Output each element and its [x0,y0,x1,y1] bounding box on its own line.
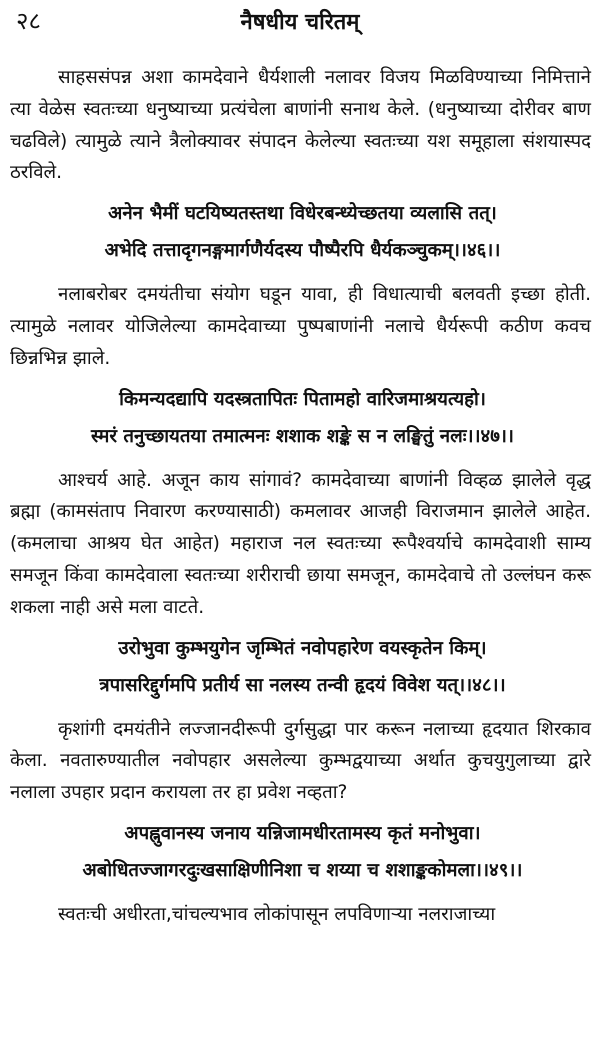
page-number: २८ [16,7,41,35]
verse-line: त्रपासरिद्दुर्गमपि प्रतीर्य सा नलस्य तन्वी हृदयं विवेश यत्।।४८।। [99,674,506,696]
verse-line: अनेन भैमीं घटयिष्यतस्तथा विधेरबन्ध्येच्छतया व्यलासि तत्। [108,203,497,225]
verse-47 [10,381,595,455]
verse-48 [10,630,595,704]
prose-paragraph-3: आश्चर्य आहे. अजून काय सांगावं? कामदेवाच्या बाणांनी विव्हळ झालेले वृद्ध ब्रह्मा (कामसंताप निवारण करण्यासाठी) कमलावर आजही विराजमान झालेले आहेत. (कमलाचा आश्रय घेत आहेत) महाराज नल स्वतःच्या रूपैश्वर्याचे कामदेवाशी साम्य समजून किंवा कामदेवाला स्वतःच्या शरीराची छाया समजून, कामदेवाचे तो उल्लंघन करू शकला नाही असे मला वाटते. [10,469,591,618]
prose-paragraph-1: साहससंपन्न अशा कामदेवाने धैर्यशाली नलावर विजय मिळविण्याच्या निमित्ताने त्या वेळेस स्वतःच्या धनुष्याच्या प्रत्यंचेला बाणांनी सनाथ केले. (धनुष्याच्या दोरीवर बाण चढविले) त्यामुळे त्याने त्रैलोक्यावर संपादन केलेल्या स्वतःच्या यश समूहाला संशयास्पद ठरविले. [10,67,591,184]
prose-paragraph-2: नलाबरोबर दमयंतीचा संयोग घडून यावा, ही विधात्याची बलवती इच्छा होती. त्यामुळे नलावर योजिलेल्या कामदेवाच्या पुष्पबाणांनी नलाचे धैर्यरूपी कठीण कवच छिन्नभिन्न झाले. [10,284,591,369]
verse-49 [10,815,595,889]
verse-line: किमन्यदद्यापि यदस्त्रतापितः पितामहो वारिजमाश्रयत्यहो। [119,388,486,410]
verse-46 [10,195,595,269]
verse-line: अभेदि तत्तादृगनङ्गमार्गणैर्यदस्य पौष्पैरपि धैर्यकञ्चुकम्।।४६।। [104,240,501,262]
prose-paragraph-5: स्वतःची अधीरता,चांचल्यभाव लोकांपासून लपविणाऱ्या नलराजाच्या [58,903,496,925]
verse-line: उरोभुवा कुम्भयुगेन जृम्भितं नवोपहारेण वयस्कृतेन किम्। [118,637,487,659]
verse-line: अबोधितज्जागरदुःखसाक्षिणीनिशा च शय्या च शशाङ्ककोमला।।४९।। [82,859,523,881]
verse-line: स्मरं तनुच्छायतया तमात्मनः शशाक शङ्के स न लङ्घितुं नलः।।४७।। [91,425,514,447]
verse-line: अपह्नुवानस्य जनाय यन्निजामधीरतामस्य कृतं मनोभुवा। [124,822,481,844]
page-content [10,62,595,931]
page-header [0,4,600,44]
running-title: नैषधीय चरितम् [240,10,360,35]
prose-paragraph-4: कृशांगी दमयंतीने लज्जानदीरूपी दुर्गसुद्धा पार करून नलाच्या हृदयात शिरकाव केला. नवतारुण्यातील नवोपहार असलेल्या कुम्भद्वयाच्या अर्थात कुचयुगुलाच्या द्वारे नलाला उपहार प्रदान करायला तर हा प्रवेश नव्हता? [10,718,591,804]
